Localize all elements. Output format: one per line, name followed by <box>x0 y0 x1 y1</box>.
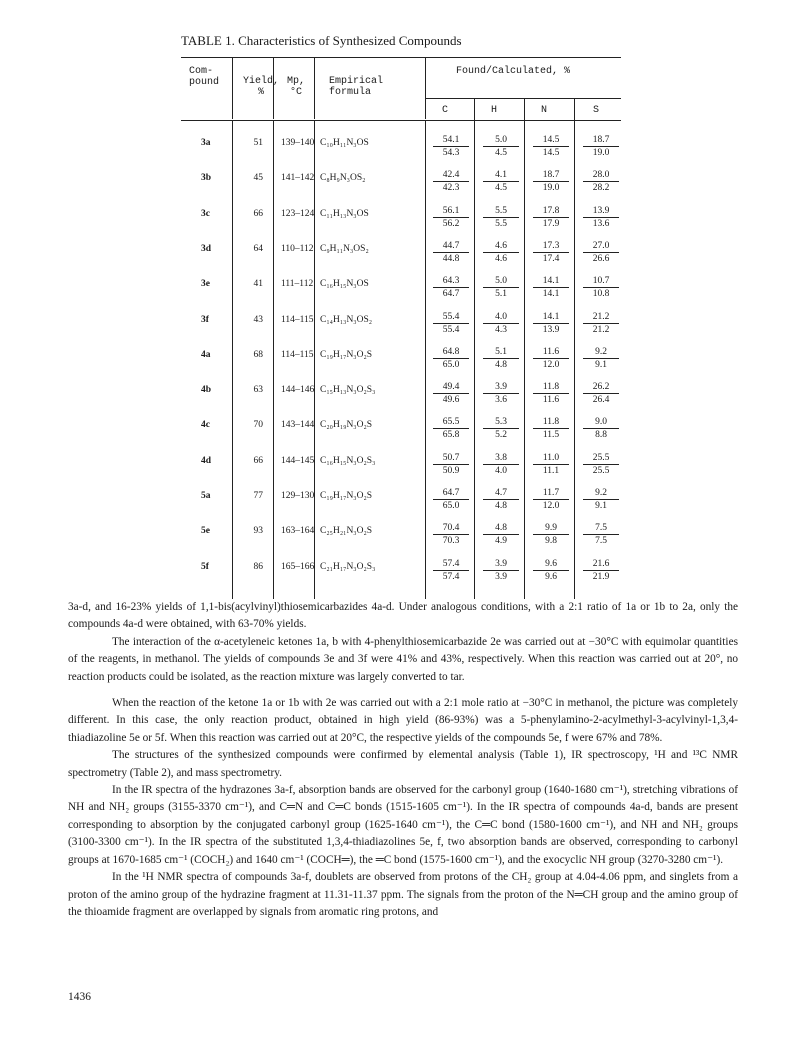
mp-cell: 123–124 <box>281 208 315 219</box>
calculated-value: 7.5 <box>595 536 607 547</box>
found-calculated-s <box>583 382 619 405</box>
found-value: 57.4 <box>433 559 469 571</box>
found-value: 9.9 <box>533 523 569 535</box>
found-calculated-h <box>483 135 519 158</box>
table-row <box>181 453 621 482</box>
found-value: 5.1 <box>483 347 519 359</box>
calculated-value: 4.3 <box>495 324 507 335</box>
formula-cell: C₁₆H₁₅N₃OS <box>320 279 369 290</box>
found-calculated-s <box>583 206 619 229</box>
found-calculated-h <box>483 453 519 476</box>
found-value: 5.0 <box>483 135 519 147</box>
calculated-value: 25.5 <box>592 465 610 476</box>
found-calculated-c <box>433 488 469 511</box>
found-value: 9.6 <box>533 559 569 571</box>
mp-cell: 114–115 <box>281 349 314 360</box>
found-calculated-n <box>533 488 569 511</box>
found-value: 5.5 <box>483 206 519 218</box>
calculated-value: 56.2 <box>442 218 460 229</box>
found-calculated-c <box>433 241 469 264</box>
found-calculated-h <box>483 382 519 405</box>
calculated-value: 70.3 <box>442 536 460 547</box>
found-calculated-n <box>533 206 569 229</box>
header-compound: Com- pound <box>189 66 220 88</box>
found-calculated-c <box>433 312 469 335</box>
found-value: 4.1 <box>483 170 519 182</box>
calculated-value: 4.0 <box>495 465 507 476</box>
col-divider <box>314 58 315 119</box>
calculated-value: 11.6 <box>542 395 560 406</box>
found-calculated-n <box>533 276 569 299</box>
found-calculated-h <box>483 241 519 264</box>
found-calculated-h <box>483 523 519 546</box>
found-value: 28.0 <box>583 170 619 182</box>
table-row <box>181 488 621 517</box>
found-calculated-c <box>433 206 469 229</box>
header-formula: Empirical formula <box>329 76 384 98</box>
header-yield: Yield, % <box>243 76 280 98</box>
formula-cell: C₁₁H₁₃N₃OS <box>320 208 369 219</box>
found-value: 11.7 <box>533 488 569 500</box>
found-value: 26.2 <box>583 382 619 394</box>
found-calculated-s <box>583 417 619 440</box>
calculated-value: 17.9 <box>542 218 560 229</box>
table-row <box>181 382 621 411</box>
found-calculated-n <box>533 453 569 476</box>
table-row <box>181 347 621 376</box>
table-row <box>181 206 621 235</box>
yield-cell: 64 <box>253 243 263 254</box>
calculated-value: 3.9 <box>495 571 507 582</box>
calculated-value: 13.9 <box>542 324 560 335</box>
calculated-value: 12.0 <box>542 501 560 511</box>
found-calculated-s <box>583 488 619 511</box>
table-row <box>181 523 621 552</box>
found-value: 10.7 <box>583 276 619 288</box>
found-value: 54.1 <box>433 135 469 147</box>
formula-cell: C₁₆H₁₅N₃O₂S₃ <box>320 455 376 466</box>
formula-cell: C₈H₉N₃OS₂ <box>320 173 366 184</box>
calculated-value: 4.8 <box>495 501 507 511</box>
found-calculated-s <box>583 312 619 335</box>
found-value: 9.2 <box>583 488 619 500</box>
calculated-value: 9.1 <box>595 359 607 370</box>
yield-cell: 77 <box>253 491 263 501</box>
calculated-value: 26.4 <box>592 395 610 406</box>
found-value: 27.0 <box>583 241 619 253</box>
paragraph: In the ¹H NMR spectra of compounds 3a-f, doublets are observed from protons of the CH₂ group at 4.04-4.06 ppm, and singlets from a proton of the amino group of the hydrazine fragment at 11.31-11.37 ppm. The signals from the proton of the N═CH group and the amino group of the thioamide fragment are overlapped by signals from aromatic ring protons, and <box>68 871 738 918</box>
found-calculated-s <box>583 523 619 546</box>
col-divider <box>524 99 525 120</box>
found-value: 14.5 <box>533 135 569 147</box>
paragraph: 3a-d, and 16-23% yields of 1,1-bis(acylvinyl)thiosemicarbazides 4a-d. Under analogous conditions, with a 2:1 ratio of 1a or 1b to 2a, only the compounds 4a-d were obtained, with 63-70% yields. <box>68 601 738 631</box>
formula-cell: C₁₉H₁₇N₃O₂S <box>320 349 373 360</box>
found-value: 14.1 <box>533 312 569 324</box>
found-value: 11.6 <box>533 347 569 359</box>
yield-cell: 93 <box>253 526 263 537</box>
calculated-value: 4.9 <box>495 536 507 547</box>
calculated-value: 65.0 <box>442 501 460 511</box>
col-divider <box>574 99 575 120</box>
yield-cell: 66 <box>253 455 263 466</box>
formula-cell: C₁₉H₁₇N₃O₂S <box>320 491 373 501</box>
mp-cell: 129–130 <box>281 491 315 501</box>
compound-cell: 4a <box>201 349 211 360</box>
calculated-value: 11.5 <box>542 430 560 441</box>
found-calculated-h <box>483 488 519 511</box>
calculated-value: 42.3 <box>442 183 460 194</box>
table-row <box>181 276 621 305</box>
table-row <box>181 241 621 270</box>
calculated-value: 13.6 <box>592 218 610 229</box>
found-value: 13.9 <box>583 206 619 218</box>
found-value: 44.7 <box>433 241 469 253</box>
found-value: 5.0 <box>483 276 519 288</box>
found-calculated-s <box>583 559 619 582</box>
header-s: S <box>593 105 600 116</box>
found-calculated-s <box>583 453 619 476</box>
body-text <box>68 599 738 921</box>
found-calculated-n <box>533 417 569 440</box>
found-value: 4.7 <box>483 488 519 500</box>
found-calculated-n <box>533 523 569 546</box>
compound-cell: 3c <box>201 208 210 219</box>
found-calculated-n <box>533 559 569 582</box>
found-calculated-n <box>533 170 569 193</box>
found-value: 3.9 <box>483 559 519 571</box>
compound-cell: 3a <box>201 138 211 148</box>
calculated-value: 19.0 <box>592 148 610 158</box>
header-c: C <box>442 105 449 116</box>
found-calculated-h <box>483 312 519 335</box>
found-calculated-s <box>583 276 619 299</box>
found-value: 4.6 <box>483 241 519 253</box>
found-calculated-c <box>433 417 469 440</box>
calculated-value: 14.5 <box>542 148 560 158</box>
calculated-value: 5.2 <box>495 430 507 441</box>
compound-cell: 4c <box>201 420 210 431</box>
calculated-value: 64.7 <box>442 289 460 300</box>
yield-cell: 41 <box>253 279 263 290</box>
found-value: 5.3 <box>483 417 519 429</box>
calculated-value: 26.6 <box>592 253 610 264</box>
calculated-value: 11.1 <box>542 465 560 476</box>
found-value: 21.6 <box>583 559 619 571</box>
table-subheader <box>425 98 621 120</box>
yield-cell: 63 <box>253 385 263 396</box>
found-calculated-s <box>583 170 619 193</box>
header-n: N <box>541 105 548 116</box>
col-divider <box>232 58 233 119</box>
found-value: 64.7 <box>433 488 469 500</box>
found-calculated-h <box>483 417 519 440</box>
yield-cell: 43 <box>253 314 263 325</box>
found-value: 7.5 <box>583 523 619 535</box>
compound-cell: 3e <box>201 279 210 290</box>
compound-cell: 3b <box>201 173 212 184</box>
found-value: 11.8 <box>533 417 569 429</box>
found-calculated-h <box>483 559 519 582</box>
header-found-calculated: Found/Calculated, % <box>456 66 571 77</box>
formula-cell: C₁₀H₁₁N₃OS <box>320 138 369 148</box>
found-value: 3.8 <box>483 453 519 465</box>
found-calculated-c <box>433 347 469 370</box>
found-calculated-c <box>433 523 469 546</box>
header-h: H <box>491 105 498 116</box>
found-value: 64.8 <box>433 347 469 359</box>
compound-cell: 5e <box>201 526 210 537</box>
found-value: 11.8 <box>533 382 569 394</box>
compound-cell: 5a <box>201 491 211 501</box>
table-caption: TABLE 1. Characteristics of Synthesized Compounds <box>181 33 462 48</box>
found-calculated-c <box>433 559 469 582</box>
found-calculated-h <box>483 206 519 229</box>
compound-cell: 4d <box>201 455 212 466</box>
found-value: 64.3 <box>433 276 469 288</box>
calculated-value: 4.8 <box>495 359 507 370</box>
table-body <box>181 120 621 599</box>
found-value: 18.7 <box>583 135 619 147</box>
calculated-value: 4.6 <box>495 253 507 264</box>
header-mp: Mp, °C <box>287 76 306 98</box>
formula-cell: C₉H₁₁N₃OS₂ <box>320 243 369 254</box>
found-value: 4.0 <box>483 312 519 324</box>
found-value: 11.0 <box>533 453 569 465</box>
found-calculated-c <box>433 382 469 405</box>
calculated-value: 54.3 <box>442 148 460 158</box>
mp-cell: 165–166 <box>281 561 315 572</box>
calculated-value: 4.5 <box>495 183 507 194</box>
calculated-value: 14.1 <box>542 289 560 300</box>
found-value: 18.7 <box>533 170 569 182</box>
calculated-value: 44.8 <box>442 253 460 264</box>
table-row <box>181 135 621 164</box>
found-value: 9.0 <box>583 417 619 429</box>
calculated-value: 9.8 <box>545 536 557 547</box>
found-calculated-c <box>433 170 469 193</box>
found-calculated-c <box>433 453 469 476</box>
col-divider <box>273 58 274 119</box>
calculated-value: 3.6 <box>495 395 507 406</box>
found-calculated-n <box>533 382 569 405</box>
found-value: 65.5 <box>433 417 469 429</box>
table-row <box>181 559 621 588</box>
formula-cell: C₂₅H₂₁N₃O₂S <box>320 526 373 537</box>
mp-cell: 114–115 <box>281 314 314 325</box>
calculated-value: 5.5 <box>495 218 507 229</box>
calculated-value: 55.4 <box>442 324 460 335</box>
compound-cell: 3d <box>201 243 212 254</box>
found-value: 9.2 <box>583 347 619 359</box>
calculated-value: 21.2 <box>592 324 610 335</box>
calculated-value: 49.6 <box>442 395 460 406</box>
calculated-value: 17.4 <box>542 253 560 264</box>
calculated-value: 5.1 <box>495 289 507 300</box>
yield-cell: 68 <box>253 349 263 360</box>
found-value: 14.1 <box>533 276 569 288</box>
found-calculated-c <box>433 276 469 299</box>
mp-cell: 144–145 <box>281 455 315 466</box>
mp-cell: 143–144 <box>281 420 315 431</box>
found-value: 25.5 <box>583 453 619 465</box>
paragraph: The structures of the synthesized compounds were confirmed by elemental analysis (Table 1), IR spectroscopy, ¹H and ¹³C NMR spectrometry (Table 2), and mass spectrometry. <box>68 749 738 779</box>
compound-cell: 5f <box>201 561 209 572</box>
mp-cell: 144–146 <box>281 385 315 396</box>
yield-cell: 66 <box>253 208 263 219</box>
formula-cell: C₂₀H₁₉N₃O₂S <box>320 420 373 431</box>
calculated-value: 19.0 <box>542 183 560 194</box>
found-value: 55.4 <box>433 312 469 324</box>
paragraph: In the IR spectra of the hydrazones 3a-f, absorption bands are observed for the carbonyl group (1640-1680 cm⁻¹), stretching vibrations of NH and NH₂ groups (3155-3370 cm⁻¹), and C═N and C═C bonds (1515-1605 cm⁻¹). In the IR spectra of compounds 4a-d, bands are present corresponding to absorption by the conjugated carbonyl group (1625-1640 cm⁻¹), the C═C bond (1580-1600 cm⁻¹), and NH and NH₂ groups (3100-3300 cm⁻¹). In the IR spectra of the substituted 1,3,4-thiadiazolines 5e, f, two absorption bands are observed, corresponding to carbonyl groups at 1670-1685 cm⁻¹ (COCH₂) and 1640 cm⁻¹ (COCH═), the ═C bond (1575-1600 cm⁻¹), and the exocyclic NH group (3270-3280 cm⁻¹). <box>68 784 738 866</box>
mp-cell: 163–164 <box>281 526 315 537</box>
compound-cell: 4b <box>201 385 212 396</box>
found-value: 49.4 <box>433 382 469 394</box>
found-calculated-h <box>483 347 519 370</box>
mp-cell: 110–112 <box>281 243 314 254</box>
yield-cell: 70 <box>253 420 263 431</box>
page-number: 1436 <box>68 991 91 1003</box>
found-calculated-n <box>533 241 569 264</box>
mp-cell: 111–112 <box>281 279 314 290</box>
found-value: 17.8 <box>533 206 569 218</box>
paragraph: The interaction of the α-acetyleneic ketones 1a, b with 4-phenylthiosemicarbazide 2e was carried out at −30°C with equimolar quantities of the reagents, in methanol. The yields of compounds 3e and 3f were 41% and 43%, respectively. When this reaction was carried out at 20°, no reaction products could be isolated, as the reaction mixture was largely converted to tar. <box>68 635 738 683</box>
found-value: 50.7 <box>433 453 469 465</box>
yield-cell: 86 <box>253 561 263 572</box>
formula-cell: C₂₁H₁₇N₃O₂S₃ <box>320 561 376 572</box>
found-calculated-n <box>533 312 569 335</box>
table-row <box>181 170 621 199</box>
calculated-value: 28.2 <box>592 183 610 194</box>
found-value: 56.1 <box>433 206 469 218</box>
found-value: 70.4 <box>433 523 469 535</box>
found-value: 17.3 <box>533 241 569 253</box>
found-value: 4.8 <box>483 523 519 535</box>
calculated-value: 9.1 <box>595 501 607 511</box>
calculated-value: 4.5 <box>495 148 507 158</box>
table-1 <box>181 57 621 599</box>
calculated-value: 12.0 <box>542 359 560 370</box>
found-calculated-h <box>483 276 519 299</box>
mp-cell: 139–140 <box>281 138 315 148</box>
found-calculated-s <box>583 241 619 264</box>
calculated-value: 8.8 <box>595 430 607 441</box>
found-value: 21.2 <box>583 312 619 324</box>
formula-cell: C₁₄H₁₃N₃OS₂ <box>320 314 373 325</box>
table-row <box>181 417 621 446</box>
found-calculated-n <box>533 135 569 158</box>
found-calculated-s <box>583 135 619 158</box>
table-header <box>181 57 621 98</box>
calculated-value: 65.8 <box>442 430 460 441</box>
found-calculated-h <box>483 170 519 193</box>
compound-cell: 3f <box>201 314 209 325</box>
calculated-value: 9.6 <box>545 571 557 582</box>
formula-cell: C₁₅H₁₃N₃O₂S₃ <box>320 385 376 396</box>
calculated-value: 10.8 <box>592 289 610 300</box>
found-value: 42.4 <box>433 170 469 182</box>
calculated-value: 57.4 <box>442 571 460 582</box>
found-calculated-n <box>533 347 569 370</box>
calculated-value: 21.9 <box>592 571 610 582</box>
calculated-value: 50.9 <box>442 465 460 476</box>
yield-cell: 51 <box>253 138 263 148</box>
paragraph: When the reaction of the ketone 1a or 1b with 2e was carried out with a 2:1 mole ratio at −30°C in methanol, the picture was completely different. In this case, the only reaction product, obtained in high yield (86-93%) was a 5-phenylamino-2-acylmethyl-3-acylvinyl-1,3,4-thiadiazoline 5e or 5f. When this reaction was carried out at 20°C, the respective yields of the compounds 5e, f were 67% and 78%. <box>68 697 738 744</box>
found-calculated-c <box>433 135 469 158</box>
found-calculated-s <box>583 347 619 370</box>
found-value: 3.9 <box>483 382 519 394</box>
calculated-value: 65.0 <box>442 359 460 370</box>
table-row <box>181 312 621 341</box>
yield-cell: 45 <box>253 173 263 184</box>
col-divider <box>474 99 475 120</box>
mp-cell: 141–142 <box>281 173 315 184</box>
